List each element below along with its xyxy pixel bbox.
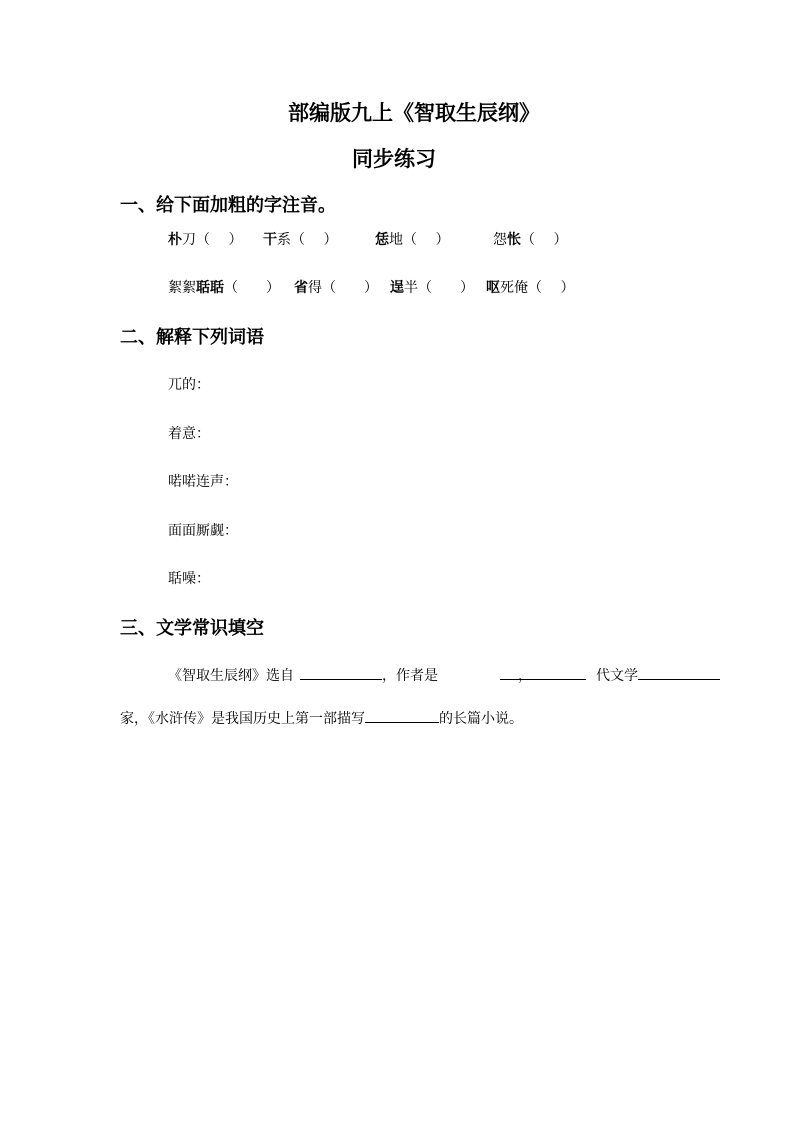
pinyin-item: 朴刀（ ） [168, 229, 263, 249]
pinyin-row-1 [168, 229, 567, 249]
term-item: 着意： [168, 426, 210, 442]
blank-theme[interactable] [365, 708, 439, 723]
term-item: 兀的： [168, 377, 210, 393]
document-title: 部编版九上《智取生辰纲》 [288, 101, 540, 125]
section1-heading: 一、给下面加粗的字注音。 [120, 195, 336, 216]
pinyin-item: 絮絮聒聒（ ） [168, 277, 294, 297]
answer-parens: （ ） [521, 232, 568, 248]
fill-line-1: 《智取生辰纲》选自 ，作者是 ， 代文学 [168, 665, 720, 685]
bold-char: 呕 [486, 280, 500, 296]
answer-parens: （ ） [224, 280, 280, 296]
answer-parens: （ ） [196, 232, 243, 248]
answer-parens: （ ） [322, 280, 378, 296]
answer-parens: （ ） [528, 280, 575, 296]
pinyin-item: 干系（ ） [263, 229, 375, 249]
pinyin-item: 恁地（ ） [375, 229, 493, 249]
pinyin-item: 呕死俺（ ） [486, 277, 574, 297]
bold-char: 怅 [507, 232, 521, 248]
section3-heading: 三、文学常识填空 [120, 618, 264, 639]
pinyin-row-2 [168, 277, 574, 297]
term-item: 喏喏连声： [168, 474, 238, 490]
pinyin-item: 省得（ ） [294, 277, 390, 297]
document-subtitle: 同步练习 [352, 147, 436, 171]
pinyin-item: 怨怅（ ） [493, 229, 567, 249]
answer-parens: （ ） [418, 280, 474, 296]
blank-source[interactable] [300, 665, 382, 680]
blank-dynasty[interactable] [638, 665, 720, 680]
term-item: 面面厮觑： [168, 523, 238, 539]
fill-line-2: 家，《水浒传》是我国历史上第一部描写 的长篇小说。 [120, 708, 523, 728]
bold-char: 朴 [168, 232, 182, 248]
answer-parens: （ ） [403, 232, 450, 248]
answer-parens: （ ） [291, 232, 338, 248]
blank-author[interactable]: ， [500, 665, 586, 680]
pinyin-item: 逞半（ ） [390, 277, 486, 297]
bold-char: 干 [263, 232, 277, 248]
section2-heading: 二、解释下列词语 [120, 327, 264, 348]
bold-char: 逞 [390, 280, 404, 296]
bold-char: 恁 [375, 232, 389, 248]
bold-char: 聒聒 [196, 280, 224, 296]
bold-char: 省 [294, 280, 308, 296]
term-item: 聒噪： [168, 571, 210, 587]
